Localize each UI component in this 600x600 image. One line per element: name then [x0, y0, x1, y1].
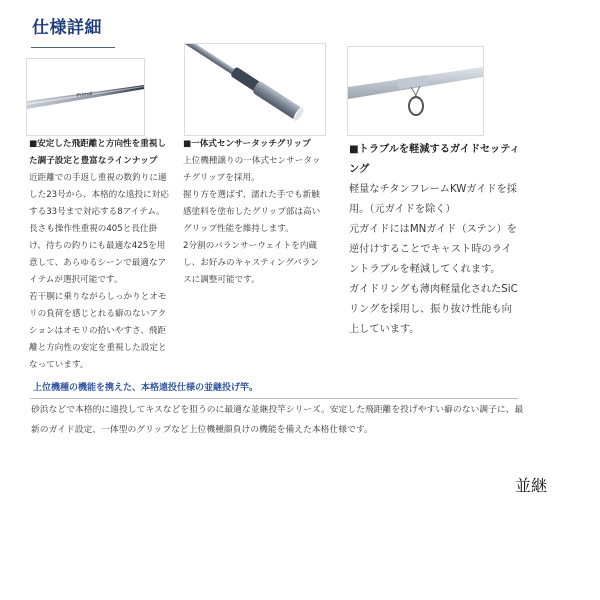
- feature-paragraph: 軽量なチタンフレームKWガイドを採用。（元ガイドを除く）: [349, 184, 517, 215]
- feature-paragraph: 上位機種譲りの一体式センサータッチグリップを採用。: [183, 156, 321, 183]
- feature-heading: ■トラブルを軽減するガイドセッティング: [349, 144, 520, 175]
- svg-text:Primal: Primal: [76, 90, 93, 99]
- rod-tip-illustration: [27, 59, 144, 135]
- feature-column-distance: [29, 136, 171, 374]
- feature-paragraph: 2分割のバランサーウェイトを内蔵し、お好みのキャスティングバランスに調整可能です。: [183, 241, 319, 285]
- summary-divider: [30, 398, 518, 399]
- feature-column-grip: [183, 136, 326, 289]
- summary-body: 砂浜などで本格的に遠投してキスなどを狙うのに最適な並継投竿シリーズ。安定した飛距離を投げやすい癖のない調子に、最新のガイド設定、一体型のグリップなど上位機種顔負けの機能を備えた本格仕様です。: [31, 405, 524, 435]
- page-title: 仕様詳細: [32, 18, 102, 38]
- feature-paragraph: 近距離での手返し重視の数釣りに適した23号から、本格的な遠投に対応する33号まで対応する8アイテム。長さも操作性重視の405と長仕掛け、待ちの釣りにも最適な425を用意して、あらゆるシーンで最適なアイテムが選択可能です。: [29, 173, 169, 285]
- feature-paragraph: 元ガイドにはMNガイド（ステン）を逆付けすることでキャスト時のライントラブルを軽減してくれます。: [349, 224, 517, 275]
- joint-type-label: 並継: [515, 476, 548, 495]
- summary-heading: 上位機種の機能を携えた、本格遠投仕様の並継投げ竿。: [33, 383, 259, 393]
- feature-column-guide: [349, 140, 521, 340]
- feature-paragraph: ガイドリングも薄肉軽量化されたSiCリングを採用し、振り抜け性能も向上しています。: [349, 284, 518, 335]
- rod-grip-image: [184, 43, 326, 136]
- feature-paragraph: 握り方を選ばず、濡れた手でも新触感塗料を塗布したグリップ部は高いグリップ性能を維持します。: [183, 190, 321, 234]
- feature-heading: ■安定した飛距離と方向性を重視した調子設定と豊富なラインナップ: [29, 139, 167, 166]
- rod-guide-illustration: [348, 47, 483, 135]
- rod-guide-image: [347, 46, 484, 136]
- rod-grip-illustration: [185, 44, 325, 135]
- title-underline: [31, 47, 115, 48]
- rod-tip-image: [26, 58, 145, 136]
- feature-paragraph: 若干胴に乗りながらしっかりとオモリの負荷を感じとれる癖のないアクションはオモリの拾いやすさ、飛距離と方向性の安定を重視した設定となっています。: [29, 292, 167, 370]
- feature-heading: ■一体式センサータッチグリップ: [183, 139, 311, 149]
